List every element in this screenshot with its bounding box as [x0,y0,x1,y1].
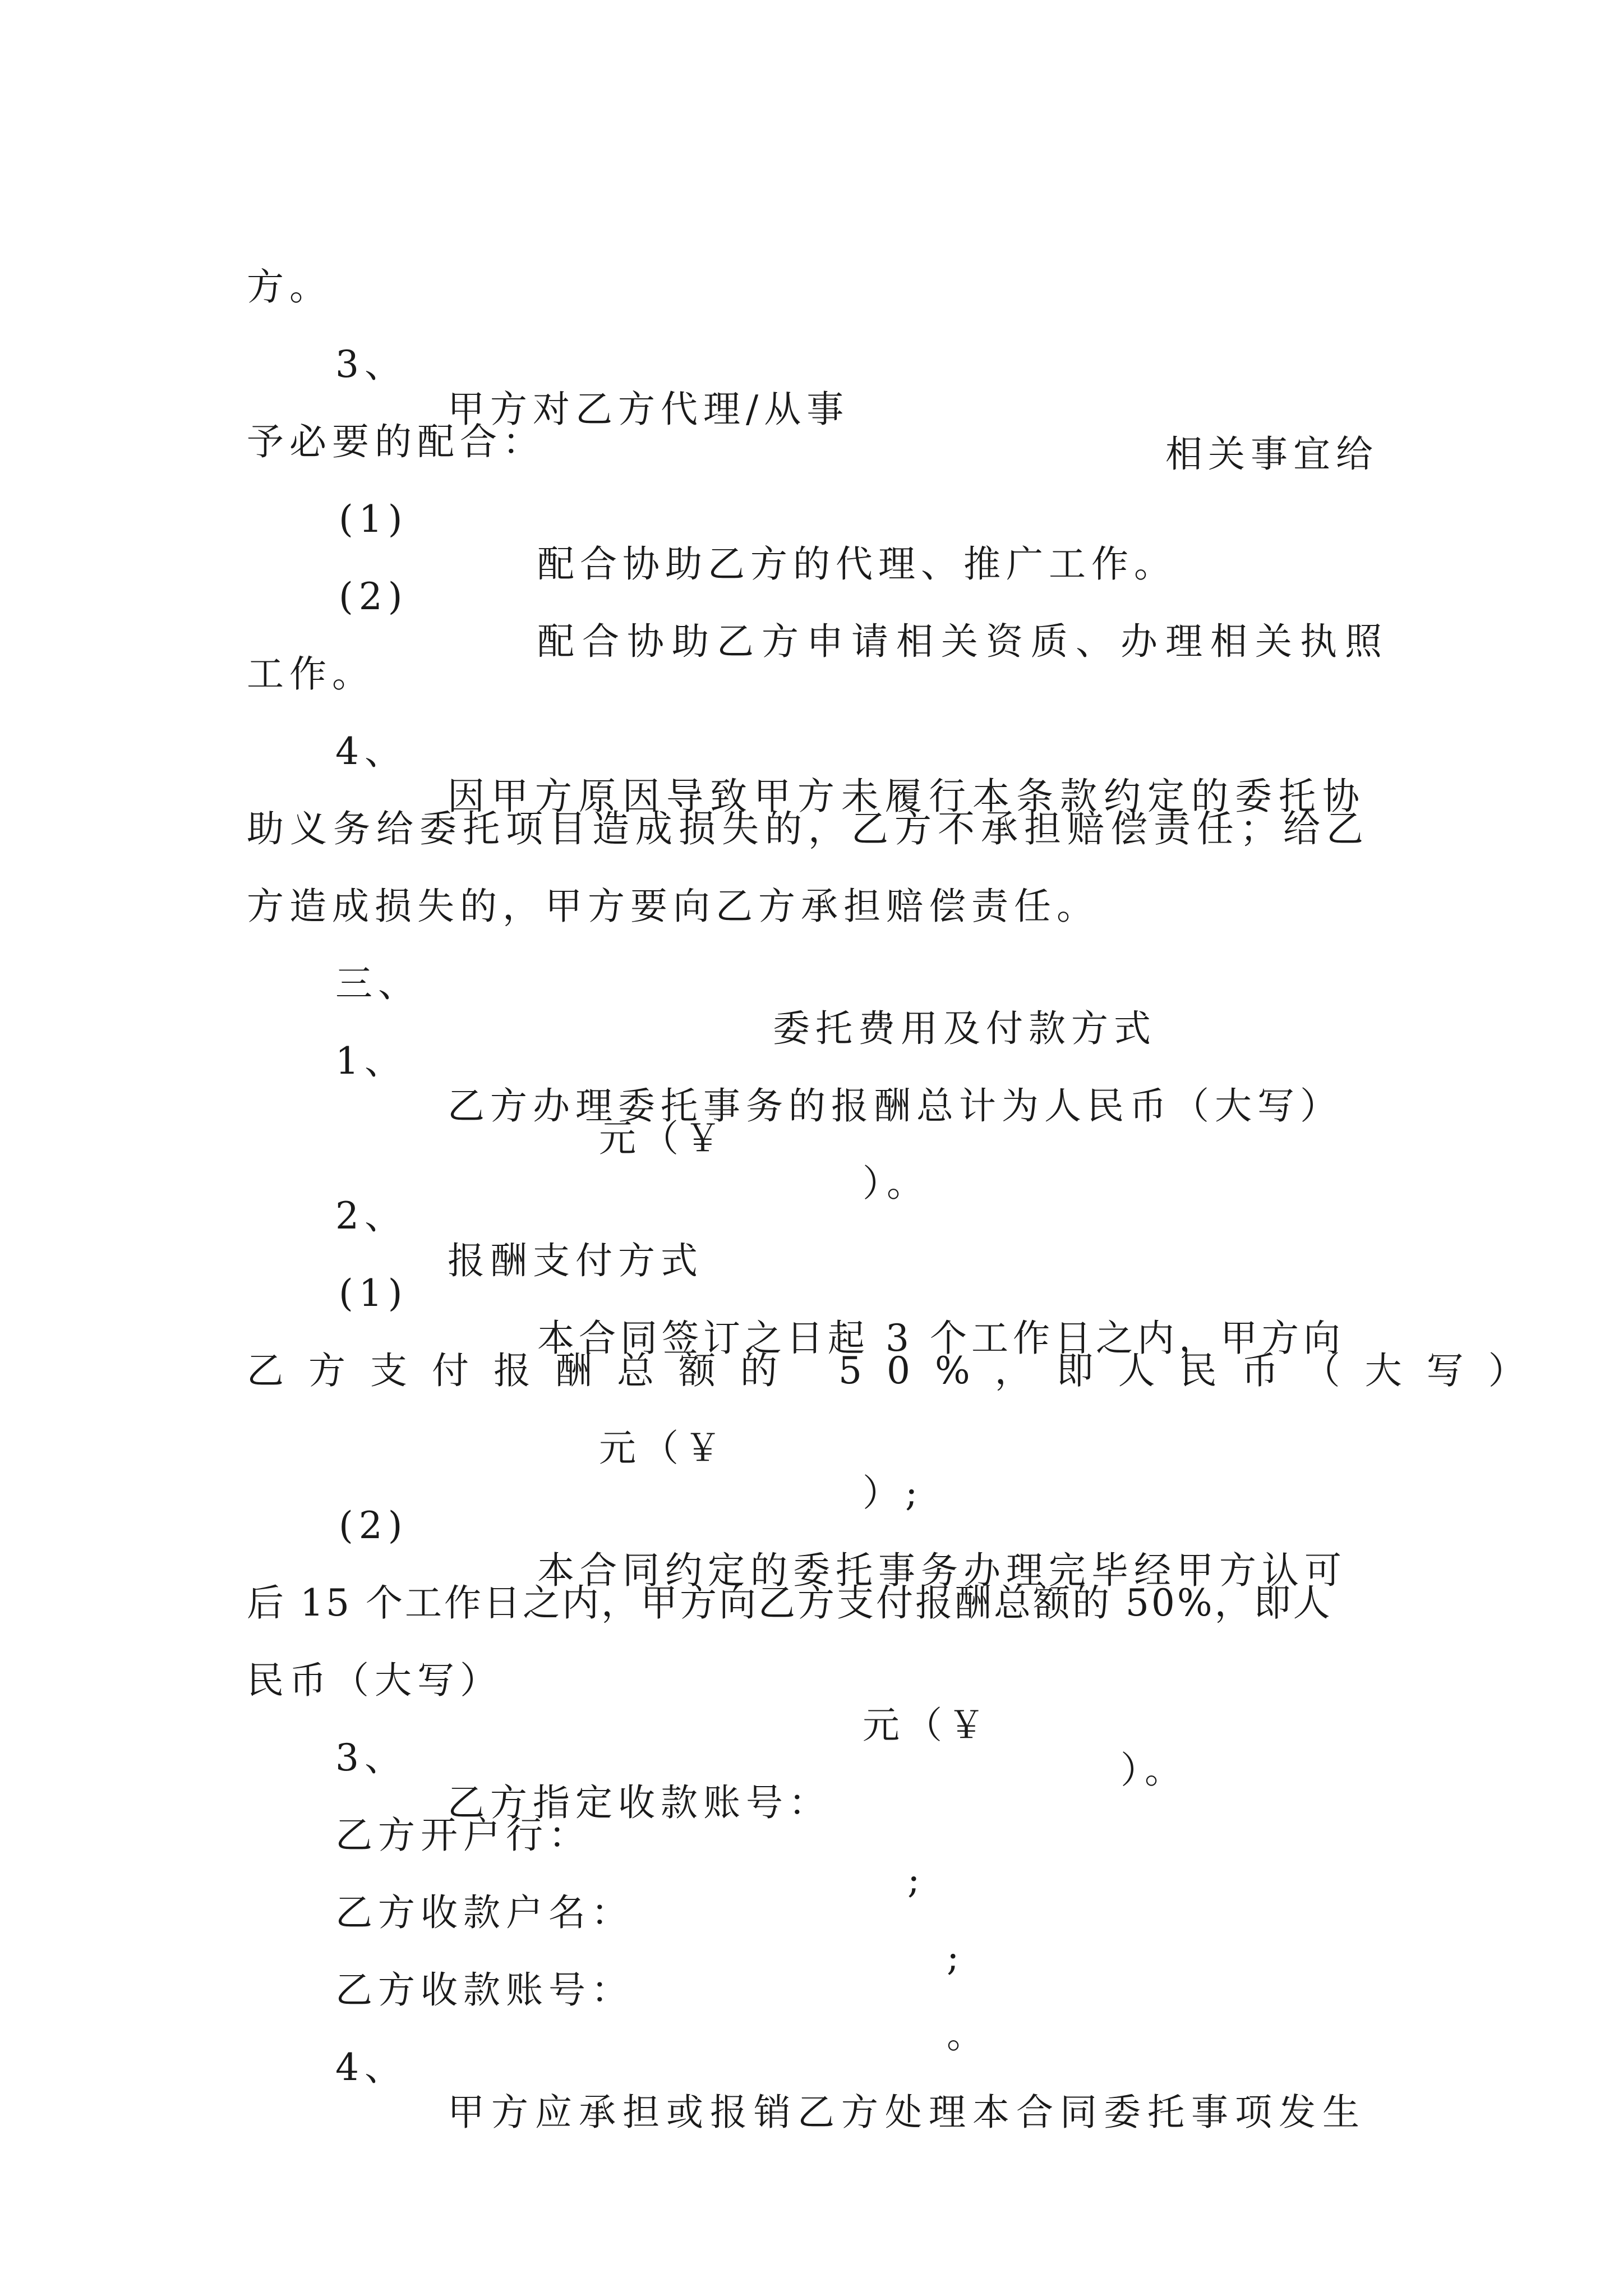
clause-text: 因甲方原因导致甲方未履行本条款约定的委托协 [448,775,1366,818]
clause-text-continued: 相关事宜给 [1165,432,1378,476]
line-end-mark: 。 [947,2013,989,2056]
account-name-label: 乙方收款户名： [335,1891,634,1934]
clause-number: 3、 [335,343,407,386]
clause-number: 4、 [335,730,407,773]
line-end-mark: ; [947,1936,965,1979]
section-number: 三、 [335,962,421,1005]
line-text: 乙方支付报酬总额的 50%，即人民币（大写） [247,1349,1550,1392]
item-text: 配合协助乙方的代理、推广工作。 [537,542,1177,586]
item-text: 本合同约定的委托事务办理完毕经甲方认可 [537,1549,1347,1592]
item-number: (2) [339,1504,408,1547]
clause-text: 甲方对乙方代理/从事 [448,388,850,431]
amount-prefix: 元（￥ [599,1427,727,1470]
amount-prefix: 元（￥ [863,1704,990,1747]
clause-number: 3、 [335,1736,407,1779]
amount-label: 民币（大写） [247,1659,502,1702]
clause-text: 报酬支付方式 [448,1239,703,1282]
clause-text: 甲方应承担或报销乙方处理本合同委托事项发生 [448,2091,1366,2134]
item-number: (1) [339,498,408,541]
amount-suffix: ）。 [1121,1749,1187,1792]
clause-text: 乙方办理委托事务的报酬总计为人民币（大写） [448,1084,1343,1128]
amount-suffix: ）。 [863,1162,929,1205]
line-text: 予必要的配合： [247,420,545,463]
fee-clause-4-line [0,2000,1366,2180]
line-text: 后 15 个工作日之内，甲方向乙方支付报酬总额的 50%，即人 [247,1581,1332,1625]
clause-number: 1、 [335,1039,407,1083]
clause-number: 4、 [335,2046,407,2089]
item-number: (1) [339,1272,408,1315]
line-end-mark: ; [907,1858,926,1902]
line-text: 工作。 [247,652,375,696]
bank-name-label: 乙方开户行： [335,1814,591,1857]
amount-suffix: ）; [863,1471,924,1515]
account-number-label: 乙方收款账号： [335,1968,634,2012]
clause-text: 乙方指定收款账号： [448,1781,831,1824]
line-text: 助义务给委托项目造成损失的，乙方不承担赔偿责任；给乙 [247,807,1370,850]
section-title: 委托费用及付款方式 [773,1007,1156,1050]
clause-number: 2、 [335,1194,407,1237]
line-text: 方。 [247,265,332,309]
item-text: 本合同签订之日起 3 个工作日之内，甲方向 [537,1317,1345,1360]
item-number: (2) [339,575,408,618]
amount-prefix: 元（￥ [599,1117,727,1160]
line-text: 方造成损失的，甲方要向乙方承担赔偿责任。 [247,885,1099,928]
item-text: 配合协助乙方申请相关资质、办理相关执照 [537,620,1390,663]
